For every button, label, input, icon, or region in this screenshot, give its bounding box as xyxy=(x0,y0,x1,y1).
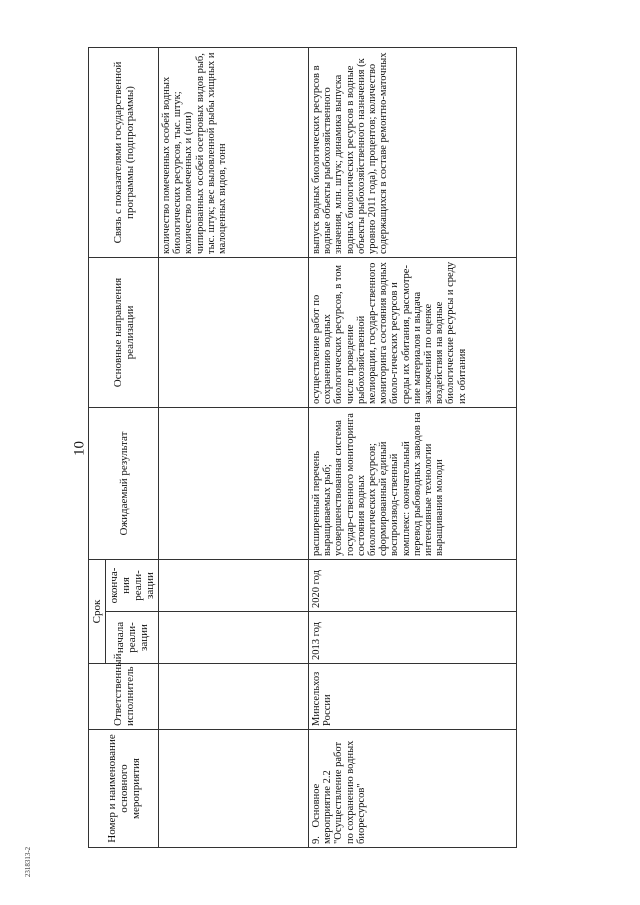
header-executor: Ответственный исполнитель xyxy=(89,664,159,730)
page-number: 10 xyxy=(71,441,88,456)
cell-empty xyxy=(159,730,309,848)
measure-name: Основное мероприятие 2.2 "Осуществление работ по сохранению водных биоресурсов" xyxy=(311,740,367,844)
cell-measure xyxy=(309,730,517,848)
header-end: оконча-ния реали-зации xyxy=(106,560,159,612)
measures-table xyxy=(88,47,517,848)
header-directions: Основные направления реализации xyxy=(89,258,159,408)
cell-executor: Минсельхоз России xyxy=(309,664,517,730)
cell-link-continuation: количество помеченных особей водных биологических ресурсов, тыс. штук; количество помеченных и (или) чипированных особей осетровых видов рыб, тыс. штук; вес выловленной рыбы хищных и малоценных видов, тонн xyxy=(159,48,309,258)
cell-empty xyxy=(159,258,309,408)
row-number: 9. xyxy=(311,836,322,844)
cell-result: расширенный перечень выращиваемых рыб; усовершенствованная система государ-ственного мониторинга состояния водных биологических ресурсов; сформированный единый воспроизвод-ственный комплекс: окончательный перевод рыбоводных заводов на интенсивные технологии выращивания молоди xyxy=(309,408,517,560)
header-result: Ожидаемый результат xyxy=(89,408,159,560)
cell-empty xyxy=(159,560,309,612)
cell-empty xyxy=(159,664,309,730)
header-measure: Номер и наименование основного мероприятия xyxy=(89,730,159,848)
header-link: Связь с показателями государственной программы (подпрограммы) xyxy=(89,48,159,258)
table-row xyxy=(309,48,517,848)
cell-empty xyxy=(159,408,309,560)
cell-directions: осуществление работ по сохранению водных биологических ресурсов, в том числе проведение рыбохозяйственной мелиорации, государ-ственного мониторинга состояния водных биоло-гических ресурсов и среды их обитания, рассмотре-ние материалов и выдача заключений по оценке воздействия на водные биологические ресурсы и среду их обитания xyxy=(309,258,517,408)
cell-start: 2013 год xyxy=(309,612,517,664)
cell-end: 2020 год xyxy=(309,560,517,612)
rotated-table-container xyxy=(88,48,564,848)
header-term: Срок xyxy=(89,560,106,664)
header-start: начала реали-зации xyxy=(106,612,159,664)
cell-empty xyxy=(159,612,309,664)
header-row-1 xyxy=(89,48,106,848)
cell-link: выпуск водных биологических ресурсов в водные объекты рыбохозяйственного значения, млн. штук; динамика выпуска водных биологических ресурсов в водные объекты рыбохозяйственного назначения (к уровню 2011 года), процентов; количество содержащихся в составе ремонтно-маточных xyxy=(309,48,517,258)
table-row-continuation xyxy=(159,48,309,848)
document-code: 2318313-2 xyxy=(24,846,32,878)
